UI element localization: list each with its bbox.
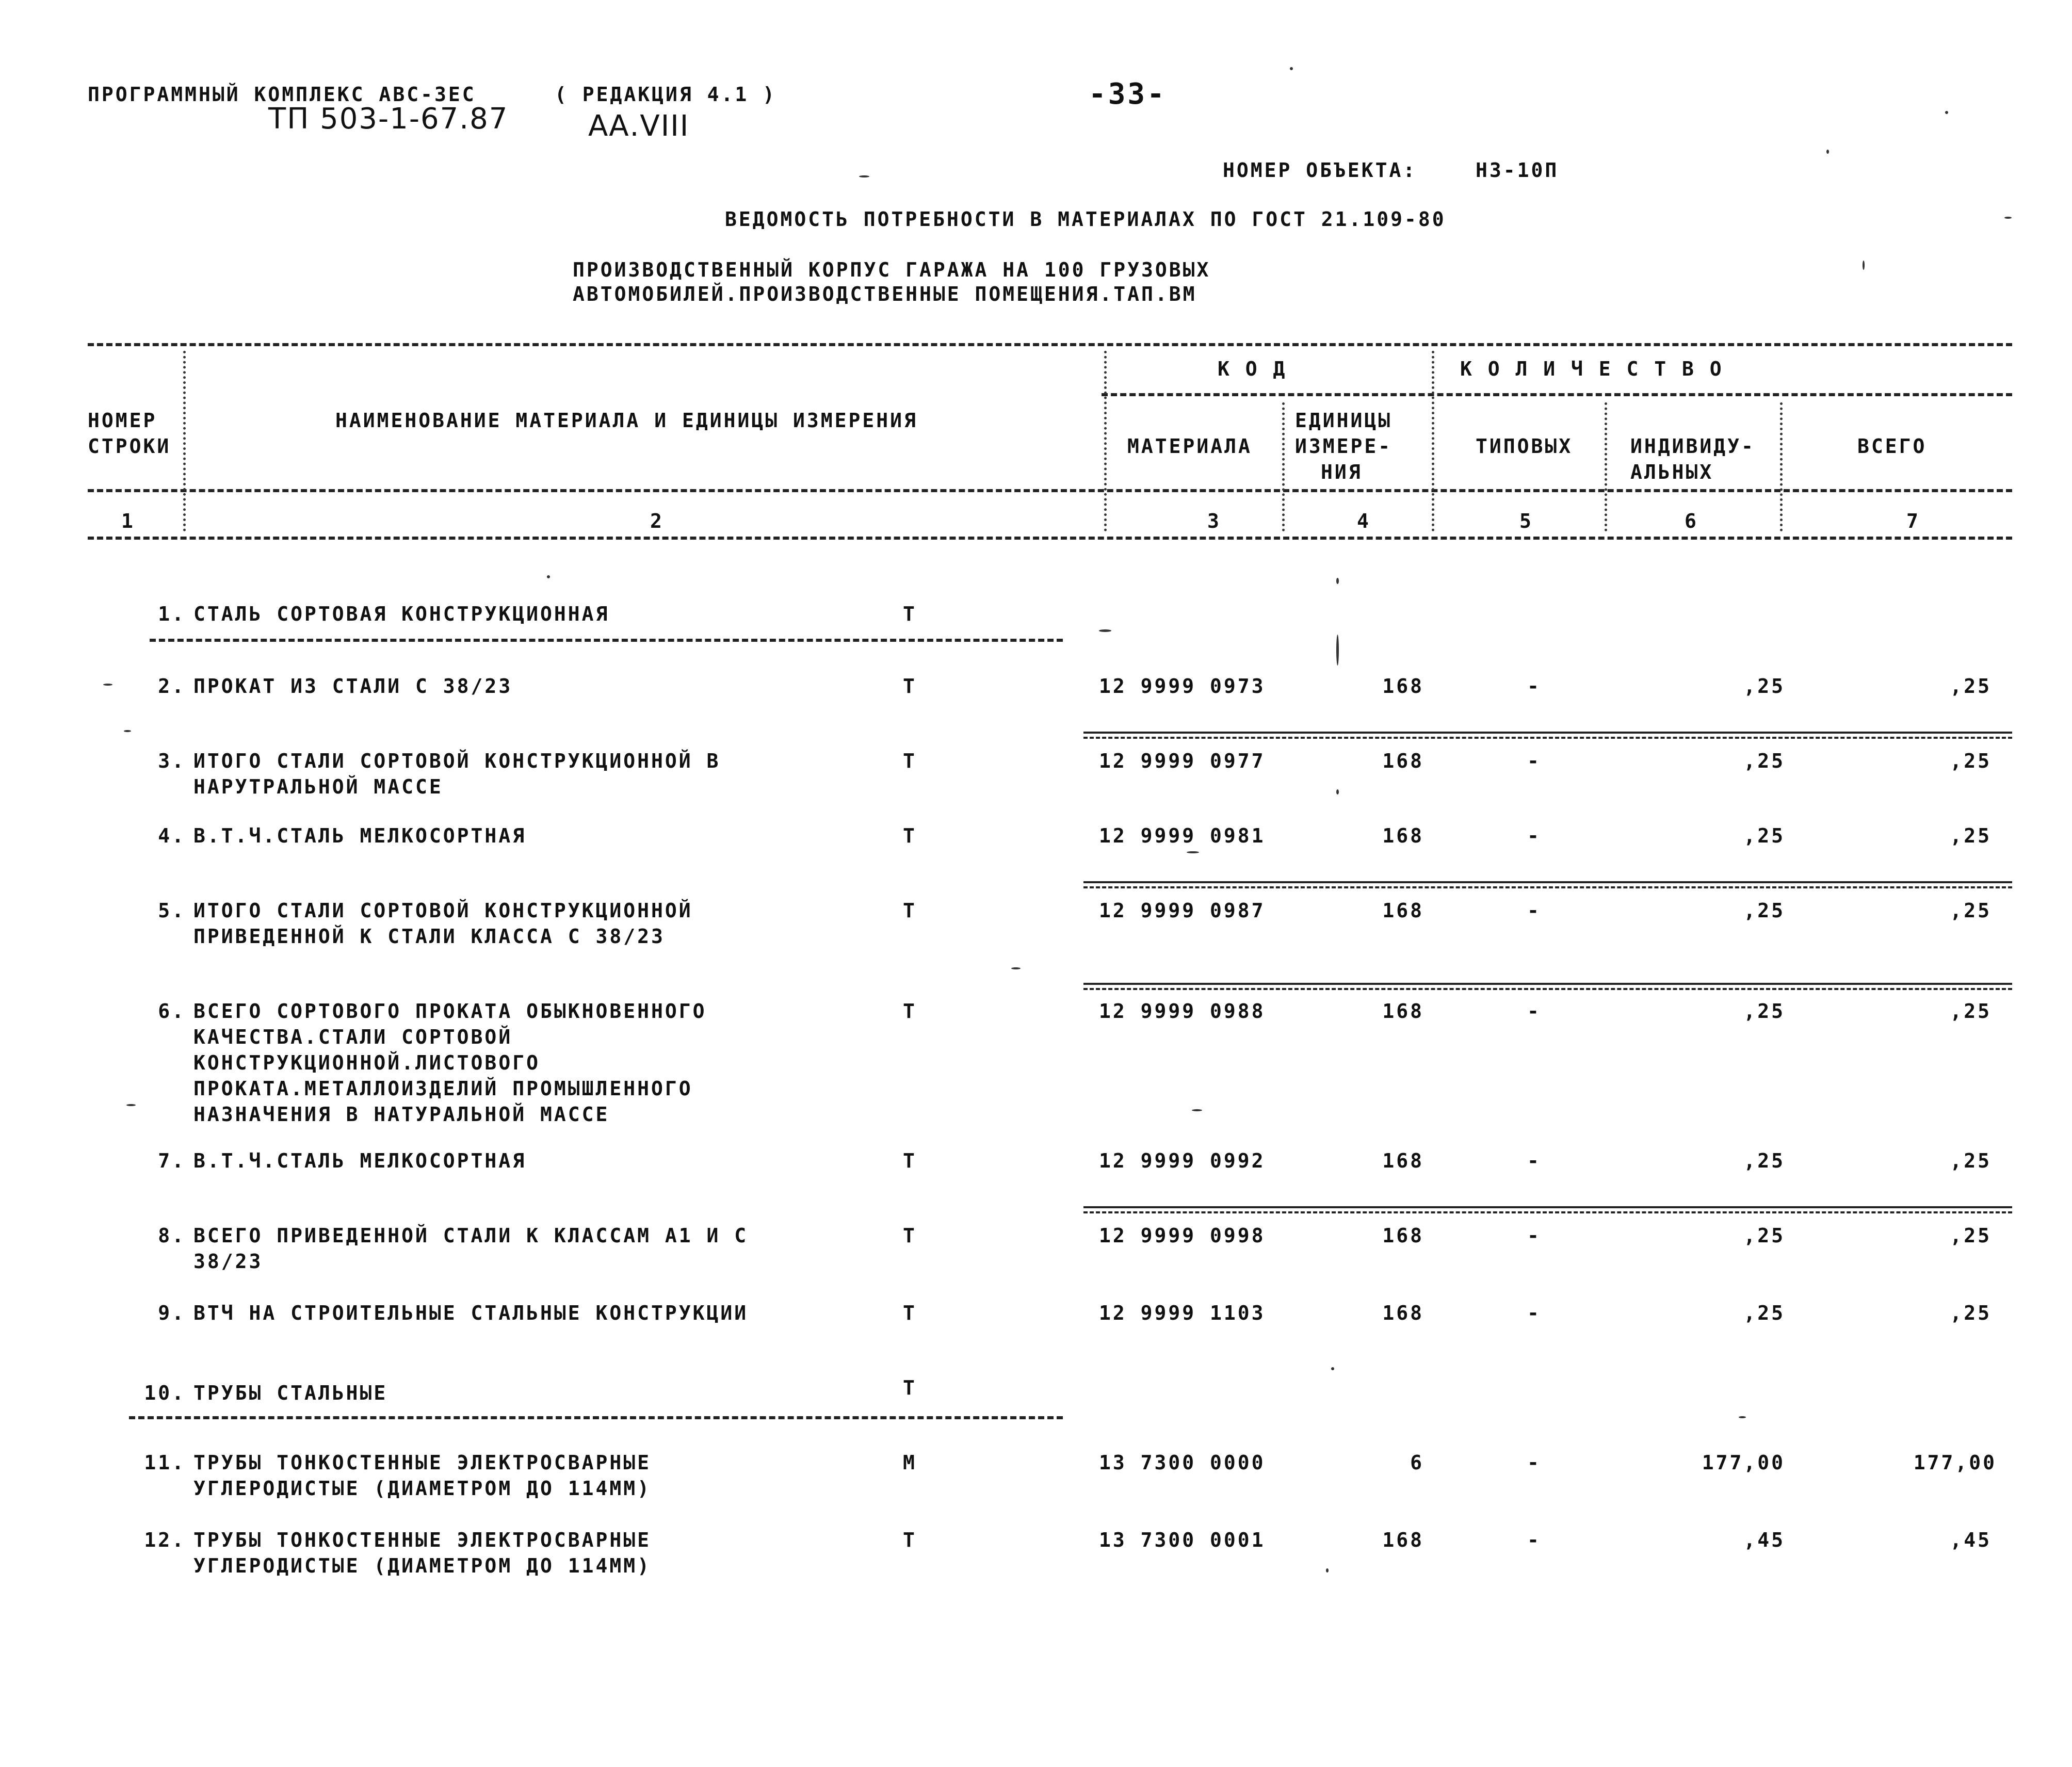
row-number: 6. bbox=[158, 1000, 186, 1023]
row-material-code: 12 9999 0973 bbox=[1099, 675, 1266, 698]
col-number: 4 bbox=[1357, 510, 1371, 532]
row-material-code: 12 9999 0998 bbox=[1099, 1224, 1266, 1247]
row-typical: - bbox=[1527, 750, 1541, 772]
row-individual: 177,00 bbox=[1702, 1451, 1785, 1474]
header-material-code: МАТЕРИАЛА bbox=[1127, 435, 1252, 458]
header-individual-1: ИНДИВИДУ- bbox=[1630, 435, 1755, 458]
row-number: 2. bbox=[158, 675, 186, 698]
row-typical: - bbox=[1527, 1000, 1541, 1023]
subtotal-rule bbox=[1083, 732, 2012, 739]
scan-speck bbox=[2004, 217, 2012, 219]
scan-speck bbox=[126, 1104, 136, 1106]
row-unit: Т bbox=[903, 1302, 917, 1324]
row-unit: Т bbox=[903, 675, 917, 698]
row-total: ,25 bbox=[1950, 750, 1992, 772]
section-rule bbox=[150, 639, 1063, 642]
row-individual: ,25 bbox=[1743, 1302, 1785, 1324]
col-number: 1 bbox=[121, 510, 135, 532]
row-unit-code: 168 bbox=[1382, 1302, 1424, 1324]
row-unit-code: 168 bbox=[1382, 750, 1424, 772]
row-total: ,25 bbox=[1950, 675, 1992, 698]
section-rule bbox=[129, 1416, 1063, 1419]
row-unit-code: 168 bbox=[1382, 1000, 1424, 1023]
scan-speck bbox=[1336, 635, 1339, 666]
subtitle-line-2: АВТОМОБИЛЕЙ.ПРОИЗВОДСТВЕННЫЕ ПОМЕЩЕНИЯ.ТАП.ВМ bbox=[573, 283, 1197, 305]
row-unit: Т bbox=[903, 824, 917, 847]
header-unit-2: ИЗМЕРЕ- bbox=[1295, 435, 1393, 458]
row-material-name: СТАЛЬ СОРТОВАЯ КОНСТРУКЦИОННАЯ bbox=[193, 603, 610, 625]
col-separator bbox=[1780, 402, 1783, 531]
row-number: 8. bbox=[158, 1224, 186, 1247]
row-individual: ,25 bbox=[1743, 675, 1785, 698]
row-material-name: В.Т.Ч.СТАЛЬ МЕЛКОСОРТНАЯ bbox=[193, 824, 527, 847]
header-unit-3: НИЯ bbox=[1321, 461, 1363, 483]
row-typical: - bbox=[1527, 675, 1541, 698]
table-top-rule bbox=[88, 343, 2012, 346]
row-unit: Т bbox=[903, 1149, 917, 1172]
row-total: ,25 bbox=[1950, 824, 1992, 847]
col-number: 7 bbox=[1906, 510, 1920, 532]
row-number: 4. bbox=[158, 824, 186, 847]
row-material-name: ТРУБЫ СТАЛЬНЫЕ bbox=[193, 1382, 388, 1404]
scan-speck bbox=[1326, 1568, 1329, 1573]
col-separator bbox=[1432, 351, 1434, 531]
row-total: ,25 bbox=[1950, 1224, 1992, 1247]
scan-speck bbox=[1099, 629, 1111, 632]
row-material-code: 13 7300 0000 bbox=[1099, 1451, 1266, 1474]
row-individual: ,25 bbox=[1743, 1149, 1785, 1172]
row-material-code: 12 9999 0988 bbox=[1099, 1000, 1266, 1023]
row-material-code: 12 9999 0981 bbox=[1099, 824, 1266, 847]
subtotal-rule bbox=[1083, 1206, 2012, 1213]
row-number: 1. bbox=[158, 603, 186, 625]
row-individual: ,25 bbox=[1743, 1000, 1785, 1023]
scan-speck bbox=[1739, 1416, 1746, 1418]
row-number: 3. bbox=[158, 750, 186, 772]
row-material-name: ВСЕГО СОРТОВОГО ПРОКАТА ОБЫКНОВЕННОГО КАЧЕСТВА.СТАЛИ СОРТОВОЙ КОНСТРУКЦИОННОЙ.ЛИСТОВОГО ПРОКАТА.МЕТАЛЛОИЗДЕЛИЙ ПРОМЫШЛЕННОГО НАЗНАЧЕНИЯ В НАТУРАЛЬНОЙ МАССЕ bbox=[193, 1000, 707, 1126]
scan-speck bbox=[1945, 111, 1948, 114]
scan-speck bbox=[859, 175, 869, 177]
row-number: 5. bbox=[158, 899, 186, 922]
header-typical: ТИПОВЫХ bbox=[1476, 435, 1573, 458]
header-row-no-1: НОМЕР bbox=[88, 409, 157, 432]
scan-speck bbox=[1863, 261, 1865, 270]
subtotal-rule bbox=[1083, 881, 2012, 888]
scan-speck bbox=[1011, 967, 1021, 969]
row-unit-code: 168 bbox=[1382, 1224, 1424, 1247]
row-unit: Т bbox=[903, 603, 917, 625]
row-unit-code: 6 bbox=[1410, 1451, 1424, 1474]
scan-speck bbox=[124, 730, 131, 732]
header-material-name: НАИМЕНОВАНИЕ МАТЕРИАЛА И ЕДИНИЦЫ ИЗМЕРЕНИЯ bbox=[335, 409, 918, 432]
col-number: 2 bbox=[650, 510, 664, 532]
row-number: 7. bbox=[158, 1149, 186, 1172]
subtotal-rule bbox=[1083, 983, 2012, 990]
row-number: 11. bbox=[144, 1451, 186, 1474]
row-material-code: 13 7300 0001 bbox=[1099, 1529, 1266, 1551]
scan-speck bbox=[1336, 578, 1339, 584]
scan-speck bbox=[1187, 851, 1199, 853]
column-number-rule bbox=[88, 537, 2012, 540]
row-typical: - bbox=[1527, 1149, 1541, 1172]
col-separator bbox=[183, 351, 186, 531]
row-total: ,25 bbox=[1950, 1000, 1992, 1023]
row-individual: ,25 bbox=[1743, 824, 1785, 847]
row-material-code: 12 9999 0992 bbox=[1099, 1149, 1266, 1172]
program-name: ПРОГРАММНЫЙ КОМПЛЕКС АВС-ЗЕС bbox=[88, 83, 476, 106]
header-unit-1: ЕДИНИЦЫ bbox=[1295, 409, 1393, 432]
row-unit: Т bbox=[903, 1224, 917, 1247]
header-row-no-2: СТРОКИ bbox=[88, 435, 171, 458]
header-individual-2: АЛЬНЫХ bbox=[1630, 461, 1714, 483]
row-material-name: ИТОГО СТАЛИ СОРТОВОЙ КОНСТРУКЦИОННОЙ ПРИВЕДЕННОЙ К СТАЛИ КЛАССА С 38/23 bbox=[193, 899, 693, 948]
row-number: 9. bbox=[158, 1302, 186, 1324]
handwritten-project-code: ТП 503-1-67.87 bbox=[268, 102, 509, 136]
row-typical: - bbox=[1527, 1224, 1541, 1247]
edition: ( РЕДАКЦИЯ 4.1 ) bbox=[555, 83, 777, 106]
group-header-rule bbox=[1102, 393, 2012, 396]
document-title: ВЕДОМОСТЬ ПОТРЕБНОСТИ В МАТЕРИАЛАХ ПО ГОСТ 21.109-80 bbox=[725, 208, 1446, 231]
scan-speck bbox=[1826, 150, 1829, 154]
col-separator bbox=[1605, 402, 1607, 531]
row-unit: Т bbox=[903, 899, 917, 922]
page-number: -33- bbox=[1089, 77, 1167, 111]
row-unit: Т bbox=[903, 1529, 917, 1551]
header-bottom-rule bbox=[88, 489, 2012, 492]
header-total: ВСЕГО bbox=[1857, 435, 1927, 458]
header-quantity-group: К О Л И Ч Е С Т В О bbox=[1460, 358, 1724, 380]
row-unit-code: 168 bbox=[1382, 899, 1424, 922]
row-individual: ,25 bbox=[1743, 750, 1785, 772]
handwritten-album-code: АА.VIII bbox=[588, 109, 690, 143]
row-material-name: В.Т.Ч.СТАЛЬ МЕЛКОСОРТНАЯ bbox=[193, 1149, 527, 1172]
row-unit: М bbox=[903, 1451, 917, 1474]
row-total: 177,00 bbox=[1913, 1451, 1997, 1474]
row-unit-code: 168 bbox=[1382, 675, 1424, 698]
row-unit-code: 168 bbox=[1382, 824, 1424, 847]
subtitle-line-1: ПРОИЗВОДСТВЕННЫЙ КОРПУС ГАРАЖА НА 100 ГРУЗОВЫХ bbox=[573, 258, 1211, 281]
scan-speck bbox=[1331, 1367, 1334, 1370]
object-label: НОМЕР ОБЪЕКТА: bbox=[1223, 159, 1417, 182]
row-typical: - bbox=[1527, 1451, 1541, 1474]
row-unit-code: 168 bbox=[1382, 1149, 1424, 1172]
header-code-group: К О Д bbox=[1218, 358, 1287, 380]
row-material-code: 12 9999 0977 bbox=[1099, 750, 1266, 772]
row-individual: ,25 bbox=[1743, 1224, 1785, 1247]
row-material-name: ТРУБЫ ТОНКОСТЕННЫЕ ЭЛЕКТРОСВАРНЫЕ УГЛЕРОДИСТЫЕ (ДИАМЕТРОМ ДО 114ММ) bbox=[193, 1529, 651, 1577]
row-material-name: ПРОКАТ ИЗ СТАЛИ С 38/23 bbox=[193, 675, 513, 698]
row-unit-code: 168 bbox=[1382, 1529, 1424, 1551]
row-material-name: ВСЕГО ПРИВЕДЕННОЙ СТАЛИ К КЛАССАМ А1 И С 38/23 bbox=[193, 1224, 749, 1273]
scan-speck bbox=[103, 684, 112, 686]
row-total: ,45 bbox=[1950, 1529, 1992, 1551]
row-total: ,25 bbox=[1950, 1149, 1992, 1172]
col-number: 5 bbox=[1519, 510, 1533, 532]
row-typical: - bbox=[1527, 1529, 1541, 1551]
row-number: 10. bbox=[144, 1382, 186, 1404]
scan-speck bbox=[1336, 789, 1339, 795]
object-value: НЗ-10П bbox=[1476, 159, 1559, 182]
row-typical: - bbox=[1527, 1302, 1541, 1324]
row-individual: ,45 bbox=[1743, 1529, 1785, 1551]
row-number: 12. bbox=[144, 1529, 186, 1551]
row-total: ,25 bbox=[1950, 1302, 1992, 1324]
scan-speck bbox=[547, 575, 550, 578]
row-unit: Т bbox=[903, 1000, 917, 1023]
col-separator bbox=[1282, 402, 1285, 531]
row-material-name: ВТЧ НА СТРОИТЕЛЬНЫЕ СТАЛЬНЫЕ КОНСТРУКЦИИ bbox=[193, 1302, 749, 1324]
row-total: ,25 bbox=[1950, 899, 1992, 922]
row-material-code: 12 9999 0987 bbox=[1099, 899, 1266, 922]
col-separator bbox=[1104, 351, 1107, 531]
col-number: 6 bbox=[1685, 510, 1698, 532]
row-unit: Т bbox=[903, 750, 917, 772]
row-typical: - bbox=[1527, 899, 1541, 922]
row-material-name: ИТОГО СТАЛИ СОРТОВОЙ КОНСТРУКЦИОННОЙ В НАРУТРАЛЬНОЙ МАССЕ bbox=[193, 750, 721, 798]
scan-speck bbox=[1192, 1109, 1202, 1111]
scan-speck bbox=[1290, 67, 1293, 70]
row-individual: ,25 bbox=[1743, 899, 1785, 922]
row-unit: Т bbox=[903, 1376, 917, 1399]
row-material-name: ТРУБЫ ТОНКОСТЕННЫЕ ЭЛЕКТРОСВАРНЫЕ УГЛЕРОДИСТЫЕ (ДИАМЕТРОМ ДО 114ММ) bbox=[193, 1451, 651, 1500]
row-typical: - bbox=[1527, 824, 1541, 847]
row-material-code: 12 9999 1103 bbox=[1099, 1302, 1266, 1324]
col-number: 3 bbox=[1207, 510, 1221, 532]
